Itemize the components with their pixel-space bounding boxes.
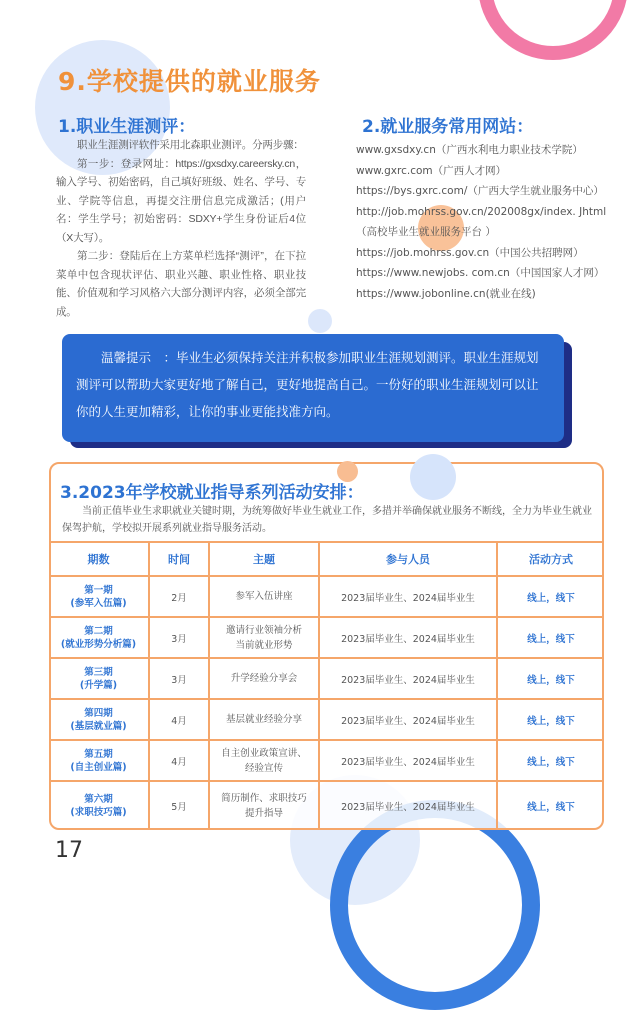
people-cell [319,576,497,617]
period-cell-text: (参军入伍篇) [70,597,127,609]
topic-cell-text: 参军入伍讲座 [235,591,293,602]
period-cell-text: 第二期 [84,625,113,637]
website-list [356,140,626,304]
period-cell [49,576,149,617]
website-link[interactable]: http://job.mohrss.gov.cn/202008gx/index. Jhtml [356,205,607,218]
people-cell-text: 2023届毕业生、2024届毕业生 [341,674,475,686]
section3-intro: 当前正值毕业生求职就业关键时期，为统筹做好毕业生就业工作，多措并举确保就业服务不断线，全力为毕业生就业保驾护航，学校拟开展系列就业指导服务活动。 [62,506,592,534]
table-row [49,658,604,699]
topic-cell [209,576,319,617]
mode-cell [497,617,604,658]
website-note: （高校毕业生就业服务平台 ） [356,226,496,238]
period-cell-text: 第五期 [84,748,113,760]
topic-cell-text: 邀请行业领袖分析 [225,624,302,636]
period-cell-text: 第三期 [84,666,113,678]
website-link[interactable]: www.gxsdxy.cn（广西水利电力职业技术学院） [356,144,583,156]
column-header: 时间 [149,542,209,576]
topic-cell [209,699,319,740]
page-title: 9.学校提供的就业服务 [58,67,321,96]
period-cell-text: (求职技巧篇) [70,807,127,818]
time-cell [149,617,209,658]
mode-cell-text: 线上，线下 [527,674,575,686]
topic-cell [209,740,319,781]
website-link[interactable]: https://bys.gxrc.com/（广西大学生就业服务中心） [356,185,604,197]
topic-cell-text: 自主创业政策宣讲、 [221,747,307,759]
period-cell [49,740,149,781]
page-number: 17 [55,838,83,863]
period-cell [49,617,149,658]
paragraph: 第二步：登陆后在上方菜单栏选择“测评”，在下拉菜单中包含现状评估、职业兴趣、职业性格、职业技能、价值观和学习风格六大部分测评内容，必须全部完成。 [56,250,306,318]
people-cell [319,658,497,699]
mode-cell [497,781,604,830]
time-cell-text: 4月 [171,756,187,768]
column-header: 参与人员 [319,542,497,576]
table-row [49,740,604,781]
time-cell [149,740,209,781]
period-cell-text: 第四期 [84,707,113,719]
paragraph: 职业生涯测评软件采用北森职业测评。分两步骤： [77,139,304,151]
website-link[interactable]: https://www.newjobs. com.cn（中国国家人才网） [356,267,605,279]
decor-circle-small-blue [308,309,332,333]
period-cell-text: (就业形势分析篇) [60,638,137,650]
column-header: 主题 [209,542,319,576]
mode-cell-text: 线上，线下 [527,756,575,768]
period-cell [49,658,149,699]
time-cell [149,658,209,699]
mode-cell-text: 线上，线下 [527,592,575,604]
topic-cell-text: 经验宣传 [244,762,283,774]
mode-cell-text: 线上，线下 [527,802,575,813]
people-cell [319,617,497,658]
topic-cell [209,617,319,658]
mode-cell-text: 线上，线下 [527,715,575,727]
time-cell-text: 3月 [171,633,187,645]
paragraph: 第一步：登录网址：https://gxsdxy.careersky.cn，输入学号、初始密码，自己填好班级、姓名、学号、专业、学院等信息，再提交注册信息完成激活；(用户名：学生学号；初始密码：SDXY+学生身份证后4位（X大写）。 [56,157,306,244]
website-link[interactable]: https://job.mohrss.gov.cn（中国公共招聘网） [356,246,584,259]
mode-cell [497,576,604,617]
section2-heading: 2.就业服务常用网站： [362,117,534,137]
column-header: 期数 [49,542,149,576]
period-cell-text: (基层就业篇) [70,720,127,732]
mode-cell [497,740,604,781]
tip-box: 温馨提示 ：毕业生必须保持关注并积极参加职业生涯规划测评。职业生涯规划测评可以帮助大家更好地了解自己，更好地提高自己。一份好的职业生涯规划可以让你的人生更加精彩，让你的事业更能找准方向。 [62,334,564,442]
time-cell [149,576,209,617]
decor-circle-blue-mid [410,454,456,500]
section1-body [56,136,306,321]
topic-cell [209,658,319,699]
decor-blue-ring [330,800,540,1010]
period-cell-text: 第六期 [84,794,113,805]
time-cell-text: 3月 [171,674,187,686]
table-row [49,781,604,830]
people-cell [319,781,497,830]
table-row [49,699,604,740]
period-cell [49,781,149,830]
time-cell [149,781,209,830]
column-header: 活动方式 [497,542,604,576]
activity-table [49,541,604,830]
people-cell-text: 2023届毕业生、2024届毕业生 [341,756,475,768]
mode-cell-text: 线上，线下 [527,633,575,645]
decor-pink-ring [478,0,628,60]
period-cell-text: (自主创业篇) [70,761,127,773]
topic-cell-text: 基层就业经验分享 [225,714,302,725]
topic-cell-text: 简历制作、求职技巧 [221,793,307,804]
people-cell-text: 2023届毕业生、2024届毕业生 [341,592,475,604]
time-cell-text: 4月 [171,715,187,727]
people-cell [319,699,497,740]
people-cell-text: 2023届毕业生、2024届毕业生 [341,715,475,727]
time-cell-text: 2月 [171,592,187,604]
section3-heading: 3.2023年学校就业指导系列活动安排： [60,483,364,503]
people-cell [319,740,497,781]
period-cell [49,699,149,740]
people-cell-text: 2023届毕业生、2024届毕业生 [341,802,475,813]
time-cell-text: 5月 [171,802,187,813]
website-link[interactable]: www.gxrc.com（广西人才网） [356,164,507,177]
table-row [49,617,604,658]
period-cell-text: 第一期 [84,584,113,596]
mode-cell [497,658,604,699]
topic-cell [209,781,319,830]
period-cell-text: (升学篇) [79,679,118,691]
mode-cell [497,699,604,740]
topic-cell-text: 提升指导 [244,808,283,819]
topic-cell-text: 当前就业形势 [235,639,293,651]
section1-heading: 1.职业生涯测评： [58,117,196,137]
topic-cell-text: 升学经验分享会 [230,673,298,684]
table-row [49,576,604,617]
time-cell [149,699,209,740]
people-cell-text: 2023届毕业生、2024届毕业生 [341,633,475,645]
website-link[interactable]: https://www.jobonline.cn(就业在线) [356,287,536,300]
